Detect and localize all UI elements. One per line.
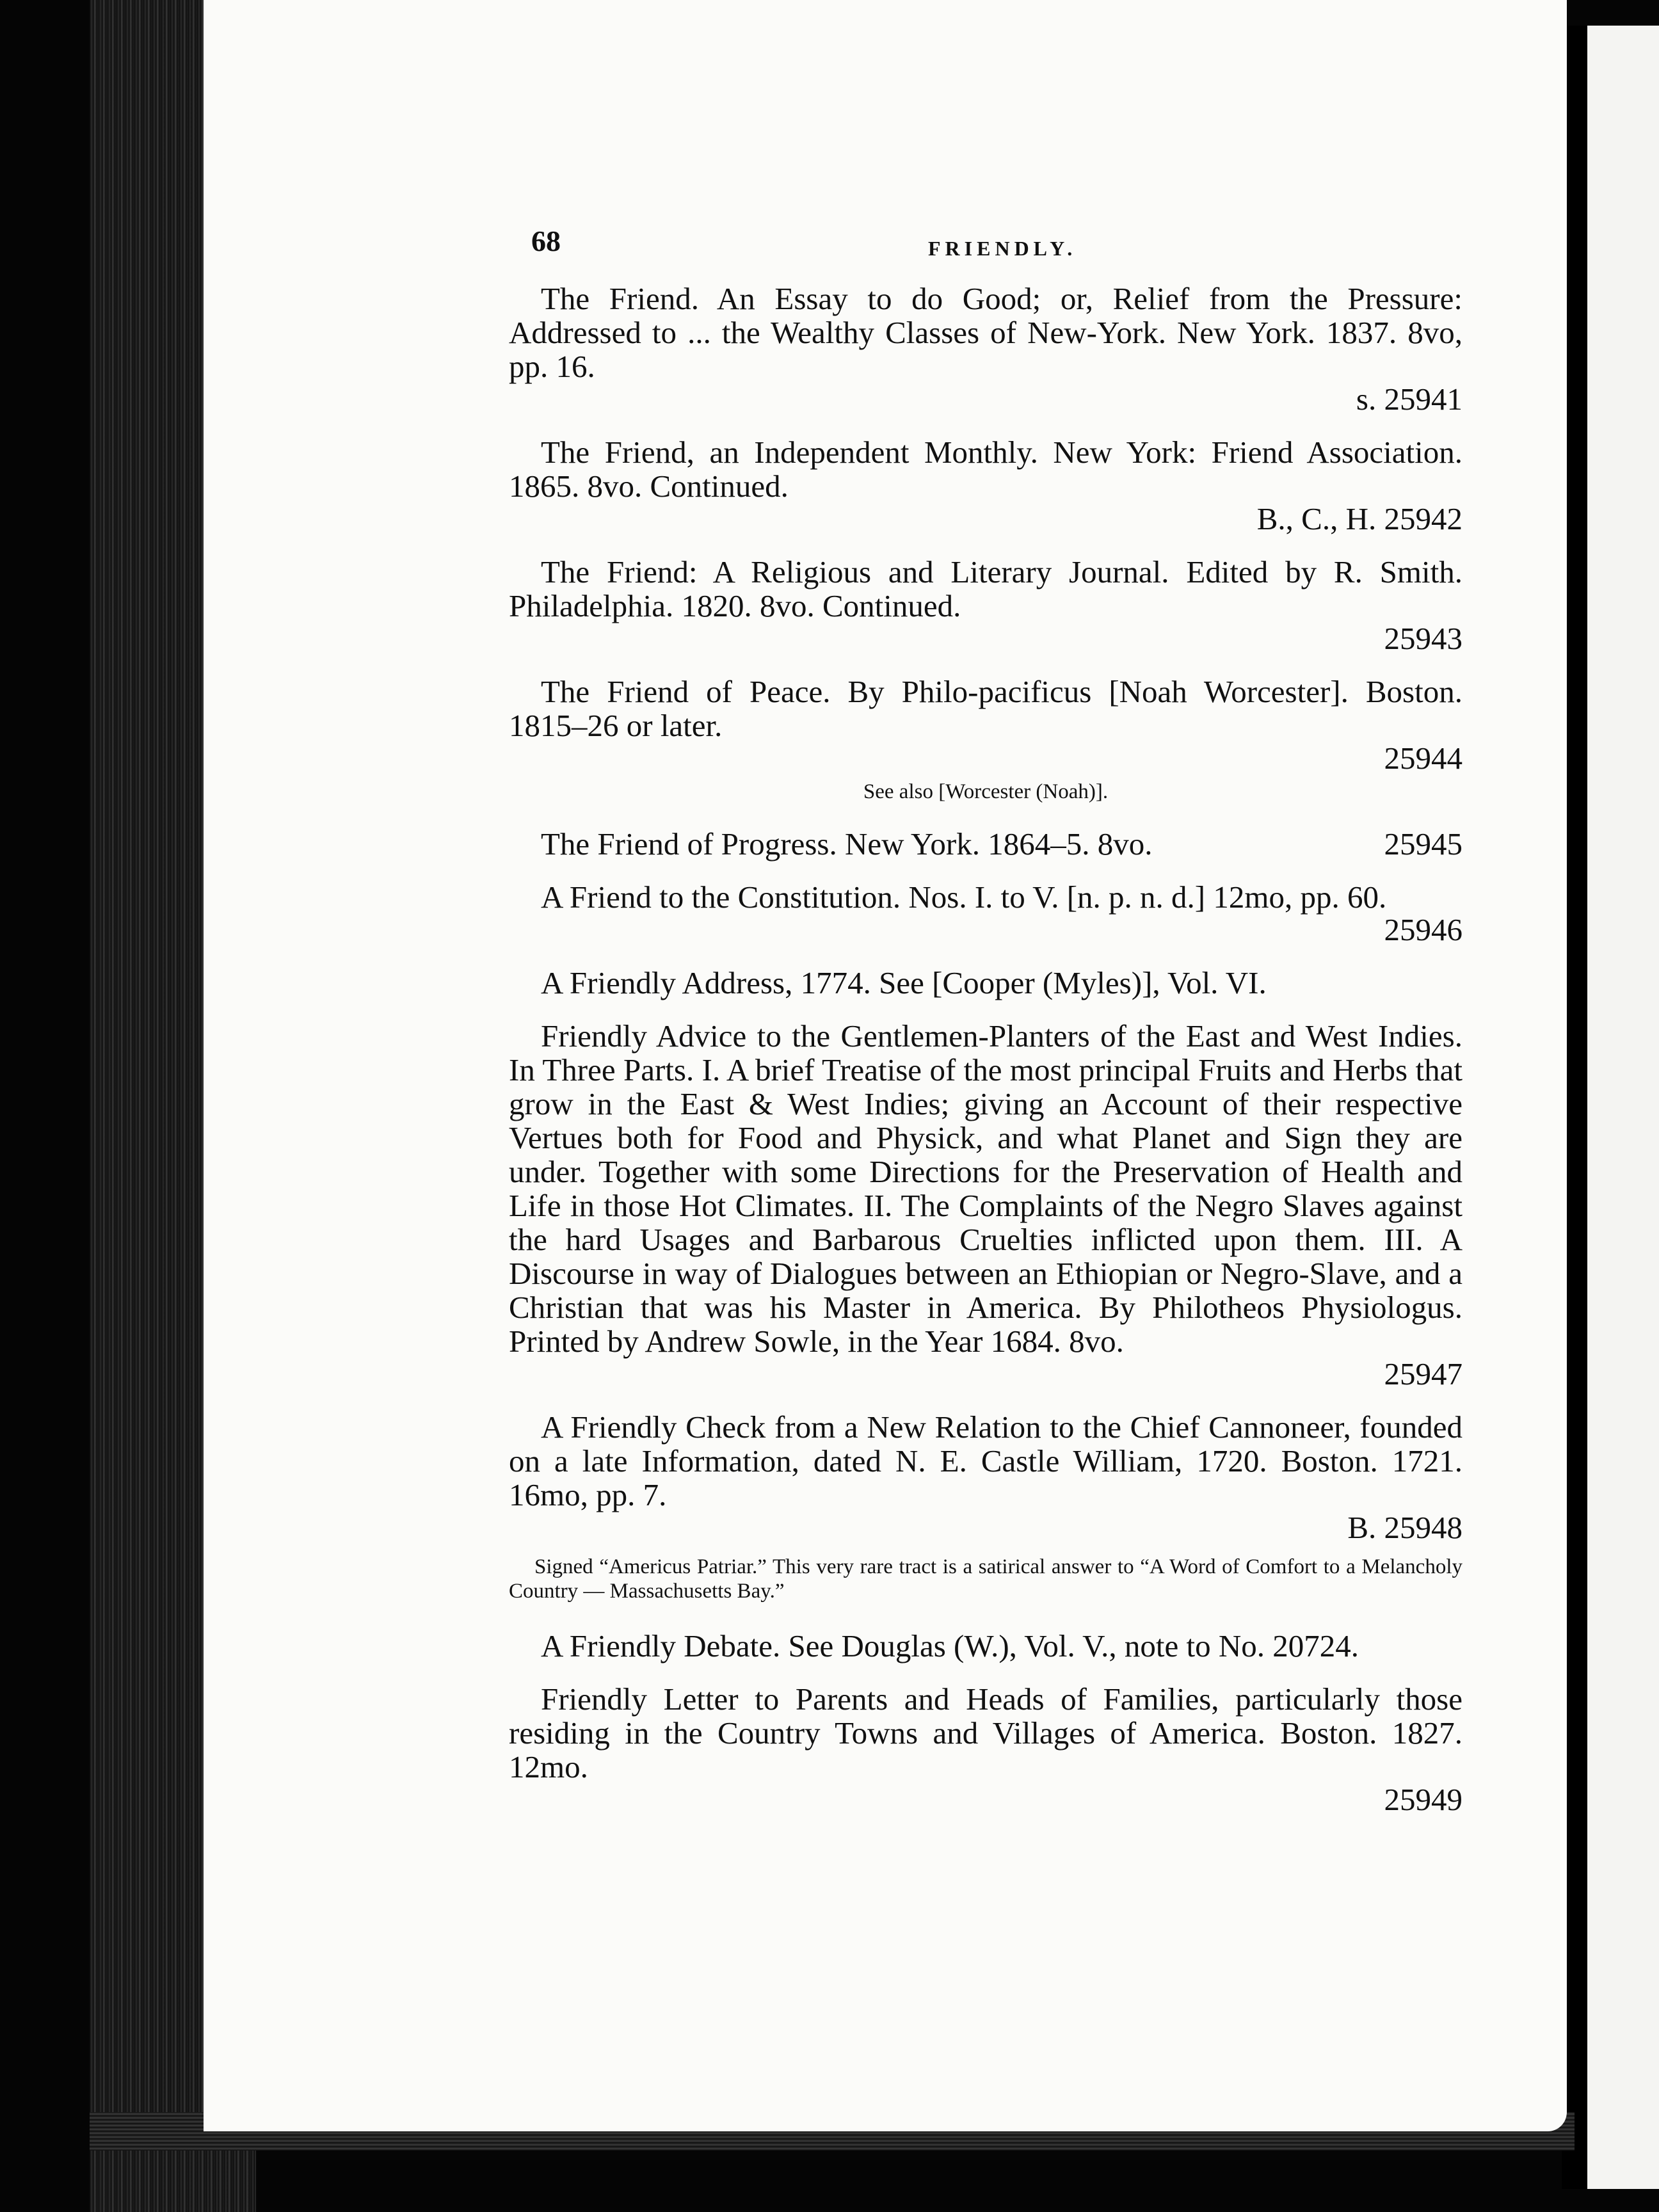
entry-text: A Friendly Check from a New Relation to the Chief Cannoneer, founded on a late Information, dated N. E. Castle William, 1720. Boston. 1721. 16mo, pp. 7. bbox=[509, 1409, 1463, 1512]
entry-text: Friendly Letter to Parents and Heads of Families, particularly those residing in the Country Towns and Villages of America. Boston. 1827. 12mo. bbox=[509, 1681, 1463, 1784]
entry-text: The Friend of Peace. By Philo-pacificus [Noah Worcester]. Boston. 1815–26 or later. bbox=[509, 674, 1463, 743]
catalog-entry bbox=[509, 880, 1463, 947]
catalog-entry bbox=[509, 966, 1463, 1000]
entry-number: 25945 bbox=[1384, 826, 1463, 862]
entry-text: A Friendly Debate. See Douglas (W.), Vol. V., note to No. 20724. bbox=[541, 1628, 1359, 1663]
entry-text: A Friend to the Constitution. Nos. I. to V. [n. p. n. d.] 12mo, pp. 60. bbox=[541, 879, 1387, 915]
text-block bbox=[509, 211, 1463, 1836]
catalog-entry bbox=[509, 282, 1463, 416]
page-number: 68 bbox=[531, 225, 561, 257]
catalog-entry bbox=[509, 1019, 1463, 1391]
entry-text: Friendly Advice to the Gentlemen-Planters of the East and West Indies. In Three Parts. I. A brief Treatise of the most principal Fruits and Herbs that grow in the East & West Indies; giving an Account of their respective Vertues both for Food and Physick, and what Planet and Sign they are under. Together with some Directions for the Preservation of Health and Life in those Hot Climates. II. The Complaints of the Negro Slaves against the hard Usages and Barbarous Cruelties inflicted upon them. III. A Discourse in way of Dialogues between an Ethiopian or Negro-Slave, and a Christian that was his Master in America. By Philotheos Physiologus. Printed by Andrew Sowle, in the Year 1684. 8vo. bbox=[509, 1018, 1463, 1359]
entry-number: 25949 bbox=[1384, 1782, 1463, 1817]
entry-number: B., C., H. 25942 bbox=[1256, 501, 1463, 536]
entry-text: The Friend: A Religious and Literary Journal. Edited by R. Smith. Philadelphia. 1820. 8vo. Continued. bbox=[509, 554, 1463, 623]
entry-number: s. 25941 bbox=[1356, 381, 1463, 417]
entry-text: A Friendly Address, 1774. See [Cooper (Myles)], Vol. VI. bbox=[541, 965, 1267, 1000]
entry-number: 25947 bbox=[1384, 1356, 1463, 1391]
running-head bbox=[509, 211, 1463, 282]
entry-text: The Friend. An Essay to do Good; or, Relief from the Pressure: Addressed to ... the Wealthy Classes of New-York. New York. 1837. 8vo, pp. 16. bbox=[509, 281, 1463, 384]
entry-text: The Friend, an Independent Monthly. New York: Friend Association. 1865. 8vo. Continued. bbox=[509, 435, 1463, 504]
entry-note bbox=[509, 1555, 1463, 1603]
catalog-entry bbox=[509, 1682, 1463, 1816]
facing-page-edge bbox=[1587, 26, 1659, 2189]
entry-number: 25943 bbox=[1384, 621, 1463, 656]
entry-number: 25946 bbox=[1384, 912, 1463, 947]
entry-note-text: Signed “Americus Patriar.” This very rare tract is a satirical answer to “A Word of Comfort to a Melancholy Country — Massachusetts Bay.” bbox=[509, 1555, 1463, 1603]
catalog-entry bbox=[509, 555, 1463, 655]
catalog-entry bbox=[509, 1410, 1463, 1544]
running-headword: FRIENDLY. bbox=[928, 237, 1077, 260]
see-also-reference: See also [Worcester (Noah)]. bbox=[863, 780, 1109, 803]
catalog-entry bbox=[509, 675, 1463, 775]
catalog-entry bbox=[509, 1629, 1463, 1663]
catalog-entry bbox=[509, 827, 1463, 861]
catalog-entry bbox=[509, 435, 1463, 536]
entry-number: 25944 bbox=[1384, 741, 1463, 776]
entry-text: The Friend of Progress. New York. 1864–5. 8vo. bbox=[541, 826, 1153, 862]
entry-number: B. 25948 bbox=[1347, 1510, 1463, 1545]
